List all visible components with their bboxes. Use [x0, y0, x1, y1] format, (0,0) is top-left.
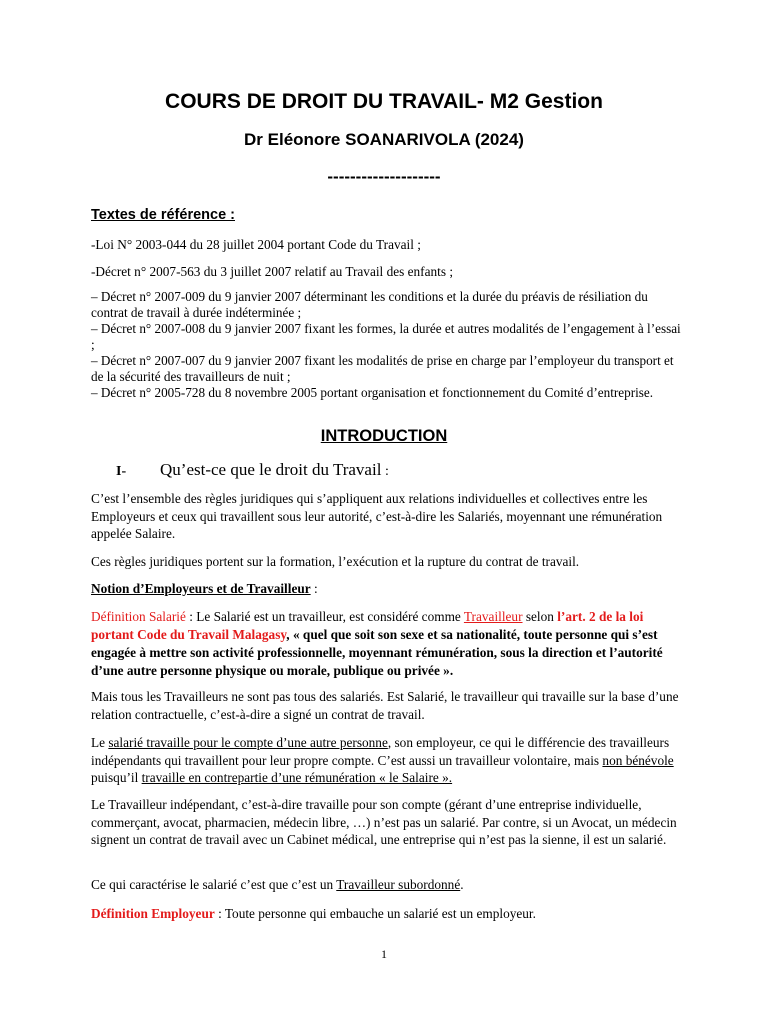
- p7-text-1: Ce qui caractérise le salarié c’est que c’est un: [91, 877, 337, 892]
- p5-underline-2: non bénévole: [602, 752, 674, 768]
- notion-heading-suffix: :: [310, 581, 318, 596]
- section-heading: [116, 460, 389, 480]
- salaries-paragraph: Mais tous les Travailleurs ne sont pas tous des salariés. Est Salarié, le travailleur qui travaille sur la base d’une relation contractuelle, c’est-à-dire a signé un contrat de travail.: [91, 689, 679, 722]
- references-heading: Textes de référence :: [91, 207, 235, 223]
- introduction-heading: INTRODUCTION: [320, 427, 448, 445]
- definition-paragraph: C’est l’ensemble des règles juridiques qui s’appliquent aux relations individuelles et collectives entre les Employeurs et ceux qui travaillent sous leur autorité, c’est-à-dire les Salariés, moyennant une rémunération appelée Salaire.: [91, 491, 663, 541]
- definition-salarie-label: Définition Salarié: [91, 609, 186, 624]
- p7-text-2: .: [460, 877, 464, 892]
- section-title: Qu’est-ce que le droit du Travail: [160, 460, 382, 479]
- definition-salarie-text: : Le Salarié est un travailleur, est considéré comme: [185, 609, 464, 624]
- course-title: COURS DE DROIT DU TRAVAIL- M2 Gestion: [165, 90, 603, 113]
- section-suffix: :: [381, 464, 389, 479]
- author-line: Dr Eléonore SOANARIVOLA (2024): [244, 130, 524, 149]
- definition-salarie-paragraph: [91, 608, 683, 680]
- salarie-compte-paragraph: [91, 734, 683, 787]
- definition-salarie-text-2: selon: [522, 609, 558, 624]
- article-reference: l’art. 2 de la loi portant Code du Travail Malagasy: [91, 609, 644, 642]
- reference-list-item: – Décret n° 2007-008 du 9 janvier 2007 fixant les formes, la durée et autres modalités de l’engagement à l’essai ;: [91, 321, 681, 352]
- reference-list-item: – Décret n° 2007-009 du 9 janvier 2007 déterminant les conditions et la durée du préavis de résiliation du contrat de travail à durée indéterminée ;: [91, 289, 648, 320]
- definition-employeur-paragraph: [91, 905, 683, 923]
- definition-employeur-label: Définition Employeur: [91, 906, 215, 921]
- reference-item-1: -Loi N° 2003-044 du 28 juillet 2004 portant Code du Travail ;: [91, 237, 421, 252]
- separator-line: --------------------: [327, 167, 441, 186]
- p5-text-2: , son employeur, ce qui le différencie des travailleurs indépendants qui travaillent pour leur propre compte. C’est aussi un travailleur volontaire, mais: [91, 735, 670, 768]
- p5-text-1: Le: [91, 735, 109, 750]
- p5-underline-1: salarié travaille pour le compte d’une autre personne: [108, 735, 388, 750]
- subordonne-paragraph: [91, 876, 683, 894]
- p5-text-3: puisqu’il: [91, 770, 142, 785]
- page-number: 1: [381, 947, 387, 961]
- notion-heading-text: Notion d’Employeurs et de Travailleur: [91, 581, 311, 596]
- reference-list-item: – Décret n° 2007-007 du 9 janvier 2007 fixant les modalités de prise en charge par l’employeur du transport et de la sécurité des travailleurs de nuit ;: [91, 353, 674, 384]
- section-number: I-: [116, 464, 127, 479]
- rules-paragraph: Ces règles juridiques portent sur la formation, l’exécution et la rupture du contrat de travail.: [91, 554, 580, 569]
- reference-item-2: -Décret n° 2007-563 du 3 juillet 2007 relatif au Travail des enfants ;: [91, 264, 454, 279]
- p5-underline-3: travaille en contrepartie d’une rémunération « le Salaire ».: [141, 770, 453, 785]
- travailleur-link-text: Travailleur: [463, 609, 523, 624]
- definition-employeur-text: : Toute personne qui embauche un salarié est un employeur.: [214, 906, 536, 921]
- travailleur-independant-paragraph: Le Travailleur indépendant, c’est-à-dire travaille pour son compte (gérant d’une entreprise individuelle, commerçant, avocat, pharmacien, médecin libre, …) n’est pas un salarié. Par contre, si un Avocat, un médecin signent un contrat de travail avec un Cabinet médical, une entreprise qui n’est pas la sienne, il est un salarié.: [91, 797, 677, 847]
- reference-list-item: – Décret n° 2005-728 du 8 novembre 2005 portant organisation et fonctionnement du Comité d’entreprise.: [91, 385, 654, 400]
- article-quote: , « quel que soit son sexe et sa nationalité, toute personne qui s’est engagée à mettre son activité professionnelle, moyennant rémunération, sous la direction et l’autorité d’une autre personne physique ou morale, publique ou privée ».: [91, 627, 663, 678]
- notion-heading: [91, 580, 683, 598]
- p7-underline: Travailleur subordonné: [336, 877, 461, 892]
- reference-list: [91, 289, 687, 401]
